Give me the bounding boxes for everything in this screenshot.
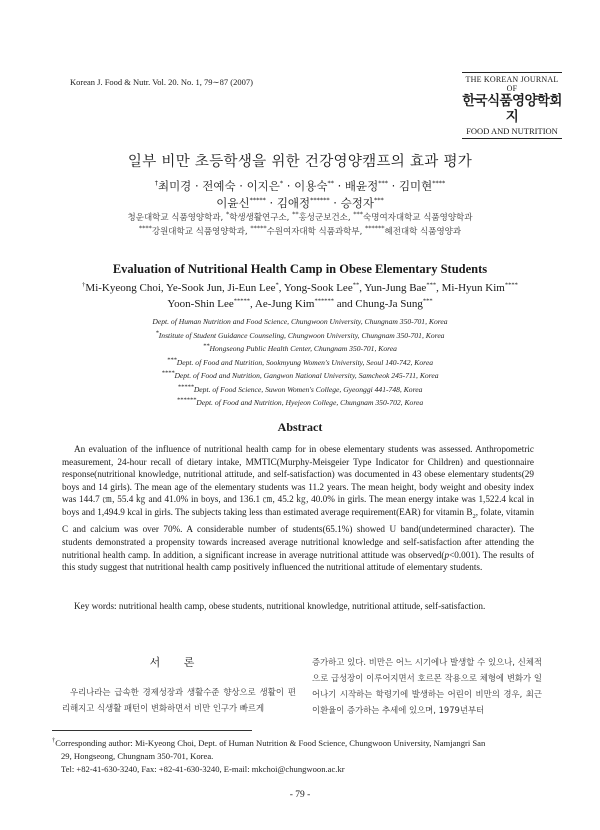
author-superscript: ****** bbox=[310, 196, 330, 205]
affiliation-line bbox=[0, 356, 600, 370]
superscript-mark: ****** bbox=[365, 224, 385, 233]
affiliation-line bbox=[0, 342, 600, 356]
abstract-p-value-symbol: p bbox=[444, 549, 450, 560]
abstract-subscript: 2 bbox=[472, 512, 476, 520]
author-superscript: * bbox=[275, 281, 279, 289]
author-name: Ae-Jung Kim bbox=[254, 298, 315, 310]
author-name: 이용숙 bbox=[294, 179, 328, 193]
affiliation-text: 학생생활연구소, bbox=[229, 213, 293, 223]
author-superscript: *** bbox=[373, 196, 384, 205]
affiliation-line bbox=[0, 315, 600, 329]
affiliation-superscript: ** bbox=[203, 342, 210, 350]
superscript-mark: † bbox=[154, 179, 158, 188]
intro-heading: 서 론 bbox=[149, 656, 205, 669]
separator: · bbox=[235, 179, 247, 193]
affiliation-text: Hongseong Public Health Center, Chungnam 350-701, Korea bbox=[209, 344, 397, 353]
english-affiliations bbox=[0, 315, 600, 410]
separator: , bbox=[222, 282, 228, 294]
author-superscript: **** bbox=[504, 281, 518, 289]
author-name: 김애정 bbox=[276, 196, 311, 210]
intro-left-text: 우리나라는 급속한 경제성장과 생활수준 향상으로 생활이 편리해지고 식생활 패턴이 변화하면서 비만 인구가 빠르게 bbox=[62, 687, 296, 713]
english-authors-line1 bbox=[0, 282, 600, 294]
author-name: Yong-Sook Lee bbox=[283, 282, 353, 294]
abstract-text-c: <0.001). The results of this study suggest that nutritional health camp positively influenced the nutritional attitude of elementary students. bbox=[62, 549, 535, 573]
intro-right-column: 증가하고 있다. 비만은 어느 시기에나 발생할 수 있으나, 신체적으로 급성장이 이루어지면서 호르몬 작용으로 체형에 변화가 일어나기 시작하는 학령기에 발생하는 어린이 비만의 경우, 최근 이환율이 증가하는 추세에 있으며, 1979년부터 bbox=[312, 657, 542, 715]
abstract-text-a: An evaluation of the influence of nutritional health camp for in obese elementary students was assessed. Anthropometric measurement, 24-hour recall of dietary intake, MMTIC(Murphy-Meisgeier Type Indicator for Children) and questionnaire response(nutritional knowledge, nutritional attitude, and self-satisfaction) was documented in 43 obese elementary students(29 boys and 14 girls). The mean age of the elementary students was 11.2 years. The mean height, body weight and obesity index was 144.7 ㎝, 55.4 ㎏ and 41.0% in boys, and 136.1 ㎝, 45.2 ㎏, 40.0% in girls. The mean energy intake was 1,522.4 kcal in boys and 1,494.9 kcal in girls. The subjects taking less than estimated average requirement(EAR) for vitamin B bbox=[62, 444, 534, 517]
affiliation-line bbox=[0, 329, 600, 343]
affiliation-superscript: ***** bbox=[177, 382, 194, 390]
author-name: Mi-Kyeong Choi bbox=[85, 282, 161, 294]
journal-name-en-top: THE KOREAN JOURNAL OF bbox=[465, 75, 559, 93]
affiliation-text: 청운대학교 식품영양학과, bbox=[127, 213, 226, 223]
footnote-mark: † bbox=[52, 737, 56, 745]
page-number: - 79 - bbox=[289, 790, 311, 800]
affiliation-list bbox=[0, 315, 600, 410]
author-name: Ye-Sook Jun bbox=[166, 282, 223, 294]
journal-name-en-bottom: FOOD AND NUTRITION bbox=[466, 126, 558, 136]
author-name: 배윤정 bbox=[344, 179, 379, 193]
separator: · bbox=[265, 196, 277, 210]
korean-authors-line2 bbox=[0, 195, 600, 211]
separator: · bbox=[191, 179, 203, 193]
author-superscript: ** bbox=[352, 281, 360, 289]
affiliation-line bbox=[0, 396, 600, 410]
journal-masthead bbox=[462, 72, 562, 139]
separator: · bbox=[333, 179, 345, 193]
abstract-text-b: , folate, vitamin C and calcium was over 70%. A considerable number of students(65.1%) showed U band(undetermined character). The students demonstrated a propensity towards increased average nutritional knowledge and self-satisfaction after attending the nutritional health camp. In addition, a significant increase in average nutritional attitude was observed( bbox=[62, 506, 535, 560]
author-superscript: * bbox=[279, 179, 284, 188]
separator: and bbox=[333, 298, 356, 310]
affiliation-text: Institute of Student Guidance Counseling, Chungwoon University, Chungnam 350-701, Korea bbox=[158, 330, 445, 340]
author-superscript: ***** bbox=[233, 297, 250, 305]
separator: · bbox=[387, 179, 399, 193]
author-name: 이지은 bbox=[246, 179, 280, 193]
author-superscript: *** bbox=[378, 179, 388, 188]
author-superscript: *** bbox=[426, 281, 437, 289]
korean-affiliations-line2 bbox=[0, 225, 600, 237]
separator: , bbox=[250, 298, 255, 310]
english-authors-line2 bbox=[0, 298, 600, 310]
affiliation-text: 숙명여자대학교 식품영양학과 bbox=[363, 213, 473, 223]
masthead-rule-bottom bbox=[462, 138, 562, 139]
superscript-mark: *** bbox=[353, 210, 364, 219]
affiliation-superscript: * bbox=[155, 328, 159, 336]
author-name: Yun-Jung Bae bbox=[364, 282, 427, 294]
affiliation-superscript: *** bbox=[166, 355, 177, 363]
abstract-paragraph bbox=[62, 443, 534, 574]
superscript-mark: ** bbox=[292, 210, 299, 219]
affiliation-superscript: **** bbox=[161, 369, 175, 377]
affiliation-superscript: ****** bbox=[176, 396, 197, 404]
separator: , bbox=[278, 282, 284, 294]
author-superscript: ** bbox=[327, 179, 334, 188]
author-superscript: **** bbox=[432, 179, 446, 188]
affiliation-line bbox=[0, 369, 600, 383]
author-name: Yoon-Shin Lee bbox=[167, 298, 234, 310]
corresponding-author-footnote bbox=[52, 737, 552, 776]
separator: , bbox=[160, 282, 166, 294]
author-name: 승정자 bbox=[340, 196, 374, 210]
separator: · bbox=[329, 196, 341, 210]
author-superscript: *** bbox=[422, 297, 433, 305]
author-name: Chung-Ja Sung bbox=[355, 298, 423, 310]
affiliation-line bbox=[0, 383, 600, 397]
journal-name-kr: 한국식품영양학회지 bbox=[462, 93, 562, 125]
english-title: Evaluation of Nutritional Health Camp in Obese Elementary Students bbox=[112, 262, 488, 276]
author-name: Mi-Hyun Kim bbox=[441, 282, 505, 294]
author-superscript: ****** bbox=[314, 297, 334, 305]
affiliation-text: 수원여자대학 식품과학부, bbox=[266, 227, 365, 237]
superscript-mark: ***** bbox=[250, 224, 267, 233]
abstract-heading: Abstract bbox=[277, 420, 323, 434]
footnote-rule bbox=[52, 730, 252, 731]
affiliation-text: 홍성군보건소, bbox=[298, 213, 354, 223]
author-name: 최미경 bbox=[157, 179, 192, 193]
affiliation-text: Dept. of Human Nutrition and Food Science, Chungwoon University, Chungnam 350-701, Korea bbox=[152, 317, 448, 326]
separator: , bbox=[359, 282, 365, 294]
author-name: Ji-Eun Lee bbox=[227, 282, 276, 294]
author-name: 김미현 bbox=[398, 179, 433, 193]
author-name: 전예숙 bbox=[202, 179, 236, 193]
affiliation-text: 혜전대학 식품영양과 bbox=[384, 227, 462, 237]
author-superscript: ***** bbox=[249, 196, 266, 205]
korean-affiliations-line1 bbox=[0, 211, 600, 223]
keywords: Key words: nutritional health camp, obese students, nutritional knowledge, nutritional attitude, self-satisfaction. bbox=[74, 601, 486, 611]
affiliation-text: Dept. of Food and Nutrition, Gangwon National University, Samcheok 245-711, Korea bbox=[174, 371, 439, 380]
footnote-text1: Corresponding author: Mi-Kyeong Choi, Dept. of Human Nutrition & Food Science, Chungwoon University, Namjangri San bbox=[55, 738, 486, 748]
journal-citation: Korean J. Food & Nutr. Vol. 20. No. 1, 79∼87 (2007) bbox=[70, 77, 253, 87]
affiliation-text: Dept. of Food Science, Suwon Women's College, Gyeonggi 441-748, Korea bbox=[193, 384, 423, 394]
affiliation-text: Dept. of Food and Nutrition, Sookmyung Women's University, Seoul 140-742, Korea bbox=[176, 357, 434, 367]
affiliation-text: Dept. of Food and Nutrition, Hyejeon College, Chungnam 350-702, Korea bbox=[196, 398, 424, 407]
affiliation-text: 강원대학교 식품영양학과, bbox=[151, 227, 251, 237]
korean-authors-line1 bbox=[0, 178, 600, 194]
korean-title: 일부 비만 초등학생을 위한 건강영양캠프의 효과 평가 bbox=[127, 154, 473, 170]
intro-left-column bbox=[62, 684, 296, 716]
separator: , bbox=[436, 282, 442, 294]
superscript-mark: * bbox=[225, 210, 230, 219]
abstract-body bbox=[62, 443, 534, 574]
separator: · bbox=[283, 179, 295, 193]
footnote-line2: 29, Hongseong, Chungnam 350-701, Korea. bbox=[61, 751, 214, 761]
superscript-mark: **** bbox=[138, 224, 152, 233]
footnote-line1 bbox=[52, 737, 552, 750]
superscript-mark: † bbox=[82, 281, 86, 289]
author-name: 이윤신 bbox=[216, 196, 250, 210]
footnote-line3: Tel: +82-41-630-3240, Fax: +82-41-630-3240, E-mail: mkchoi@chungwoon.ac.kr bbox=[61, 764, 345, 774]
